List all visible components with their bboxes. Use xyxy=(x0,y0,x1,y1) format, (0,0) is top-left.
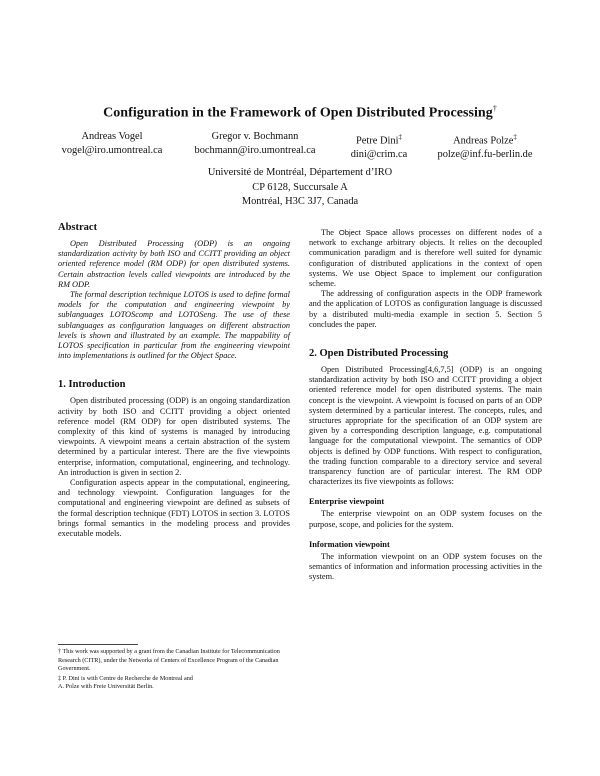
footnote-1: † This work was supported by a grant from the Canadian Institute for Telecommunication Research (CITR), under the Networks of Centers of Excellence Program of the Canadian Government. xyxy=(58,648,280,673)
affiliation-line-1: Université de Montréal, Département d’IRO xyxy=(207,167,393,178)
paper-title xyxy=(0,104,600,122)
author-email: bochmann@iro.umontreal.ca xyxy=(194,145,316,156)
author-mark: ‡ xyxy=(513,133,517,141)
text-run: The xyxy=(321,228,339,237)
enterprise-viewpoint-heading: Enterprise viewpoint xyxy=(309,497,385,507)
abstract-paragraph-2: The formal description technique LOTOS is used to define formal models for the computation and engineering viewpoint by sublanguages LOTOScomp and LOTOSeng. The use of these sublanguages as configuration languages on different abstraction levels is shown and illustrated by an example. The mappability of LOTOS specification in particular from the engineering viewpoint into implementations is outlined for the Object Space. xyxy=(58,290,290,361)
author-block xyxy=(52,130,548,166)
footnote-3: A. Polze with Freie Universität Berlin. xyxy=(58,683,154,691)
information-viewpoint-heading: Information viewpoint xyxy=(309,539,390,549)
addressing-paragraph: The addressing of configuration aspects in the ODP framework and the application of LOTOS as configuration language is discussed by a distributed multi-media example in section 5. Section 5 concludes the paper. xyxy=(309,289,542,329)
footnote-rule xyxy=(58,644,138,645)
object-space-term: Object Space xyxy=(374,268,424,278)
introduction-paragraph-2: Configuration aspects appear in the computational, engineering, and technology viewpoint. Configuration languages for the computational and engineering viewpoint are defined as subsets of the formal description technique (FDT) LOTOS in section 3. LOTOS brings formal semantics in the modeling process and provides executable models. xyxy=(58,478,290,539)
enterprise-viewpoint-text: The enterprise viewpoint on an ODP system focuses on the purpose, scope, and policies for the system. xyxy=(309,509,542,529)
author-name: Andreas Vogel xyxy=(81,131,143,142)
author-name: Petre Dini xyxy=(356,135,399,147)
affiliation xyxy=(0,166,600,210)
left-column xyxy=(58,222,290,539)
author-mark: ‡ xyxy=(398,133,402,141)
author-1 xyxy=(52,130,172,158)
introduction-heading: 1. Introduction xyxy=(58,379,126,391)
abstract-heading: Abstract xyxy=(58,222,98,233)
introduction-paragraph-1: Open distributed processing (ODP) is an ongoing standardization activity by both ISO and CCITT providing a object oriented reference model (RM ODP) for open distributed systems. The complexity of this kind of systems is managed by introducing viewpoints. A viewpoint means a certain abstraction of the system determined by a particular interest. There are the five viewpoints enterprise, information, computational, engineering, and technology. An introduction is given in section 2. xyxy=(58,396,290,477)
abstract-paragraph-1: Open Distributed Processing (ODP) is an ongoing standardization activity by both ISO and CCITT providing an object oriented reference model (RM ODP) for open distributed systems. Certain abstraction levels called viewpoints are introduced by the RM ODP. xyxy=(58,239,290,289)
author-2 xyxy=(180,130,330,158)
affiliation-line-2: CP 6128, Succursale A xyxy=(252,181,348,193)
footnote-2: ‡ P. Dini is with Centre de Recherche de Montreal and xyxy=(58,674,193,682)
author-4 xyxy=(422,130,548,162)
object-space-term: Object Space xyxy=(338,228,388,237)
title-footnote-mark: † xyxy=(492,104,497,113)
author-name: Andreas Polze xyxy=(453,135,514,147)
information-viewpoint-text: The information viewpoint on an ODP system focuses on the semantics of information and information processing activities in the system. xyxy=(309,551,542,582)
author-email: dini@crim.ca xyxy=(350,149,408,161)
author-email: polze@inf.fu-berlin.de xyxy=(437,149,533,161)
author-name: Gregor v. Bochmann xyxy=(211,131,299,142)
author-email: vogel@iro.umontreal.ca xyxy=(61,145,163,156)
affiliation-line-3: Montréal, H3C 3J7, Canada xyxy=(241,196,359,207)
author-3 xyxy=(334,130,424,162)
title-text: Configuration in the Framework of Open Distributed Processing xyxy=(103,105,493,121)
text-run: to implement our configuration scheme. xyxy=(309,268,542,289)
text-run: allows processes on different nodes of a network to exchange arbitrary objects. It relies on the decoupled communication paradigm and is therefore well suited for dynamic configuration of distributed applications in the context of open systems. We use xyxy=(309,228,542,278)
odp-paragraph: Open Distributed Processing[4,6,7,5] (ODP) is an ongoing standardization activity by both ISO and CCITT providing a object oriented reference model for open distributed systems. The main concept is the viewpoint. A viewpoint is focused on parts of an ODP system determined by a particular interest. The concepts, rules, and structures appropriate for the specification of an ODP system are given by a corresponding description language, e.g. computational language for the computational viewpoint. The semantics of ODP objects is defined by ODP functions. With respect to configuration, the trading function comparable to a directory service and several transparency function are of particular interest. The RM ODP characterizes its five viewpoints as follows: xyxy=(309,365,542,487)
right-column xyxy=(309,228,542,582)
odp-heading: 2. Open Distributed Processing xyxy=(309,348,449,360)
object-space-paragraph xyxy=(309,228,542,289)
footnotes xyxy=(58,648,290,692)
